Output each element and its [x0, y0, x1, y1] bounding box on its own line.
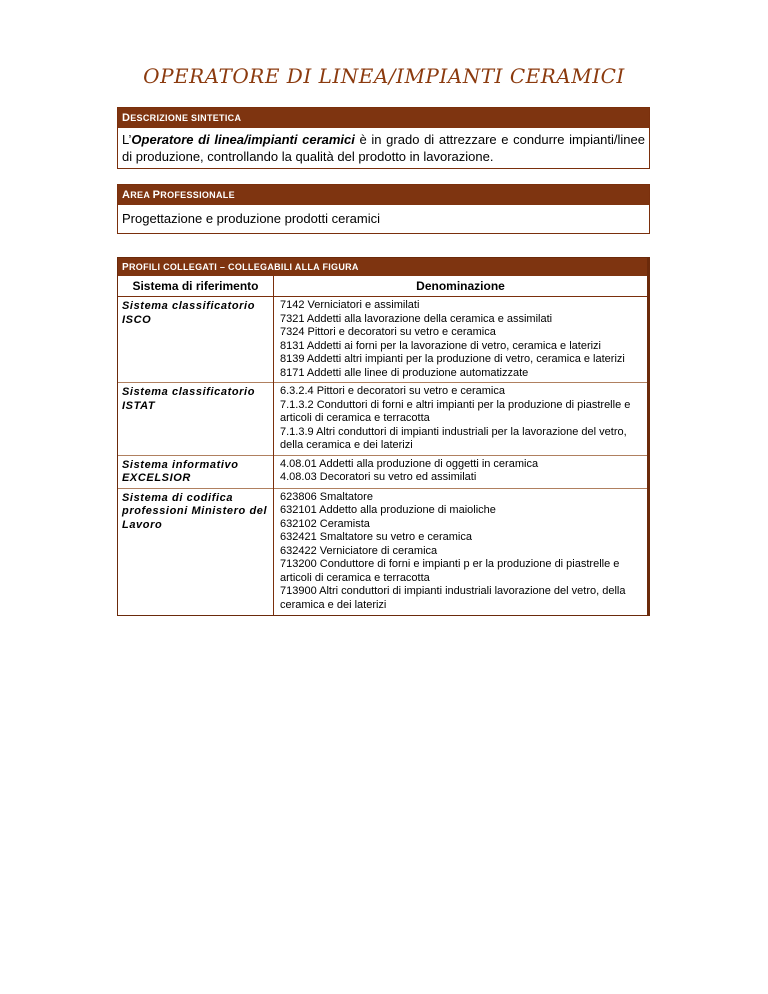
- list-item: 632422 Verniciatore di ceramica: [280, 544, 438, 557]
- table-row: [118, 488, 647, 615]
- list-item: 713200 Conduttore di forni e impianti p er la produzione di piastrelle e articoli di ceramica e terracotta: [280, 558, 620, 584]
- list-item: 4.08.03 Decoratori su vetro ed assimilati: [280, 471, 477, 483]
- area-section: [117, 184, 650, 234]
- descrizione-text: [118, 128, 649, 168]
- table-row: [118, 455, 647, 488]
- list-item: 632421 Smaltatore su vetro e ceramica: [280, 531, 472, 543]
- descrizione-header-initial: D: [122, 112, 131, 124]
- list-item: 8139 Addetti altri impianti per la produzione di vetro, ceramica e laterizi: [280, 353, 625, 365]
- profili-header: [118, 258, 647, 276]
- list-item: 7.1.3.2 Conduttori di forni e altri impianti per la produzione di piastrelle e articoli di ceramica e terracotta: [280, 398, 631, 424]
- list-item: 632101 Addetto alla produzione di maioliche: [280, 504, 496, 516]
- profili-table-body: [118, 297, 647, 616]
- page-title: OPERATORE DI LINEA/IMPIANTI CERAMICI: [143, 64, 625, 88]
- descrizione-header: [118, 108, 649, 128]
- col-sistema-header: Sistema di riferimento: [118, 276, 274, 297]
- denominazione-cell: [274, 383, 648, 456]
- profili-table: [118, 276, 647, 615]
- table-row: [118, 297, 647, 383]
- list-item: 623806 Smaltatore: [280, 490, 373, 503]
- list-item: 7.1.3.9 Altri conduttori di impianti industriali per la lavorazione del vetro, della ceramica e dei laterizi: [280, 425, 627, 451]
- list-item: 8171 Addetti alle linee di produzione automatizzate: [280, 366, 529, 379]
- descrizione-text-pre: L’: [122, 132, 132, 147]
- descrizione-text-post: è in grado di attrezzare e condurre impianti/linee di produzione, controllando la qualità del prodotto in lavorazione.: [122, 132, 645, 164]
- area-header-second-initial: P: [152, 189, 161, 201]
- list-item: 8131 Addetti ai forni per la lavorazione di vetro, ceramica e laterizi: [280, 339, 602, 352]
- list-item: 713900 Altri conduttori di impianti industriali lavorazione del vetro, della ceramica e dei laterizi: [280, 585, 626, 611]
- descrizione-header-rest: ESCRIZIONE SINTETICA: [130, 113, 242, 123]
- denominazione-cell: [274, 455, 648, 488]
- sistema-cell: Sistema classificatorio ISTAT: [118, 383, 274, 456]
- sistema-cell: Sistema classificatorio ISCO: [118, 297, 274, 383]
- area-text: Progettazione e produzione prodotti ceramici: [122, 211, 380, 226]
- denominazione-cell: [274, 297, 648, 383]
- area-header-rest: ROFESSIONALE: [160, 190, 235, 200]
- list-item: 632102 Ceramista: [280, 517, 370, 530]
- descrizione-section: [117, 107, 650, 169]
- area-header: [118, 185, 649, 205]
- denominazione-cell: [274, 488, 648, 615]
- table-row: [118, 383, 647, 456]
- descrizione-text-em: Operatore di linea/impianti ceramici: [131, 132, 355, 147]
- list-item: 7324 Pittori e decoratori su vetro e ceramica: [280, 326, 496, 338]
- area-header-initial: A: [122, 189, 131, 201]
- sistema-cell: Sistema di codifica professioni Ministero del Lavoro: [118, 488, 274, 615]
- profili-table-header-row: [118, 276, 647, 297]
- profili-section: [117, 257, 650, 616]
- profili-header-rest: ROFILI COLLEGATI – COLLEGABILI ALLA FIGURA: [128, 262, 359, 272]
- list-item: 7321 Addetti alla lavorazione della ceramica e assimilati: [280, 312, 553, 325]
- profili-header-initial: P: [122, 262, 129, 273]
- sistema-cell: Sistema informativo EXCELSIOR: [118, 455, 274, 488]
- list-item: 7142 Verniciatori e assimilati: [280, 299, 420, 311]
- area-header-mid: REA: [130, 190, 153, 200]
- list-item: 4.08.01 Addetti alla produzione di oggetti in ceramica: [280, 457, 539, 470]
- col-denominazione-header: Denominazione: [274, 276, 648, 297]
- list-item: 6.3.2.4 Pittori e decoratori su vetro e ceramica: [280, 385, 505, 397]
